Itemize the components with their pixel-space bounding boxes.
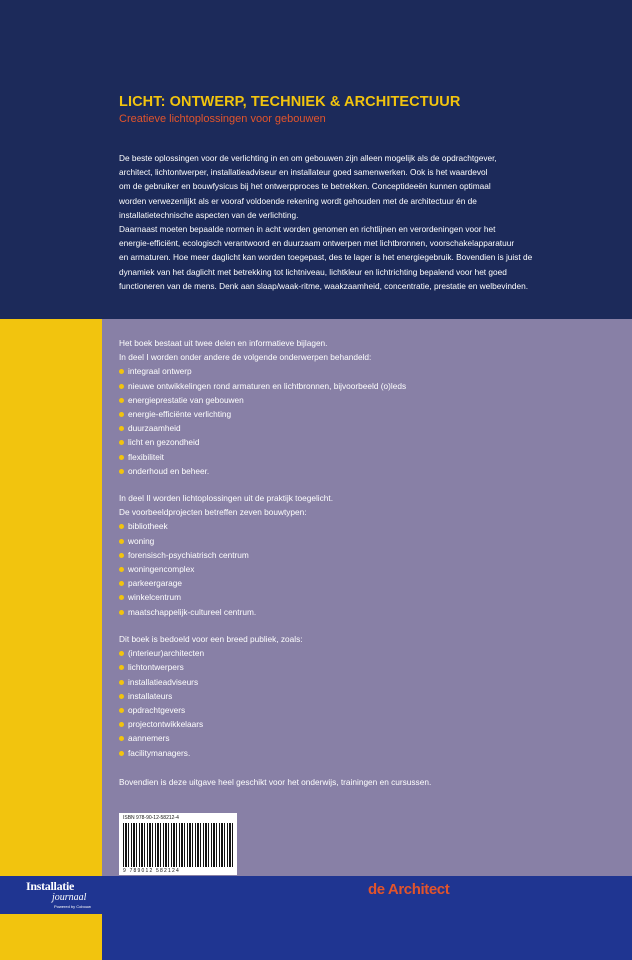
list-item [119, 590, 619, 604]
intro-line: worden verwezenlijkt als er vooraf voldoende rekening wordt gehouden met de architectuur én de [119, 195, 477, 206]
installatie-journaal-logo [26, 876, 102, 914]
list-item [119, 675, 619, 689]
list-item [119, 660, 619, 674]
bullet-dot [119, 651, 124, 656]
part2-line: De voorbeeldprojecten betreffen zeven bouwtypen: [119, 507, 307, 518]
list-item [119, 379, 619, 393]
list-item [119, 562, 619, 576]
bullet-dot [119, 595, 124, 600]
barcode-bars [123, 823, 233, 867]
bullet-dot [119, 440, 124, 445]
bullet-dot [119, 751, 124, 756]
list-item-text: integraal ontwerp [128, 366, 192, 377]
list-item-text: forensisch-psychiatrisch centrum [128, 549, 249, 560]
list-item-text: energie-efficiënte verlichting [128, 409, 232, 420]
list-item [119, 731, 619, 745]
part1-line: In deel I worden onder andere de volgende onderwerpen behandeld: [119, 352, 372, 363]
list-item-text: aannemers [128, 733, 170, 744]
list-item-text: licht en gezondheid [128, 437, 200, 448]
list-item-text: installateurs [128, 690, 173, 701]
closing-line: Bovendien is deze uitgave heel geschikt voor het onderwijs, trainingen en cursussen. [119, 777, 432, 787]
intro-line: De beste oplossingen voor de verlichting in en om gebouwen zijn alleen mogelijk als de opdrachtgever, [119, 153, 497, 163]
bullet-dot [119, 426, 124, 431]
bullet-dot [119, 398, 124, 403]
list-item [119, 703, 619, 717]
list-item [119, 407, 619, 421]
audience-section [119, 632, 619, 760]
bullet-dot [119, 708, 124, 713]
bullet-dot [119, 694, 124, 699]
list-item-text: onderhoud en beheer. [128, 465, 210, 476]
list-item-text: duurzaamheid [128, 423, 181, 434]
bullet-dot [119, 610, 124, 615]
bullet-dot [119, 736, 124, 741]
list-item-text: bibliotheek [128, 521, 168, 532]
bullet-dot [119, 722, 124, 727]
bullet-dot [119, 665, 124, 670]
list-item [119, 450, 619, 464]
list-item [119, 576, 619, 590]
list-item-text: (interieur)architecten [128, 648, 205, 659]
logo-line-1: Installatie [26, 879, 75, 893]
bullet-dot [119, 524, 124, 529]
isbn-text: ISBN 978-90-12-58212-4 [123, 815, 179, 821]
list-item-text: woningencomplex [128, 564, 195, 575]
list-item [119, 435, 619, 449]
list-item-text: parkeergarage [128, 578, 182, 589]
part2-section [119, 491, 619, 619]
intro-line: architect, lichtontwerper, installatieadviseur en installateur goed samenwerken. Ook is het waardevol [119, 167, 488, 178]
list-item [119, 364, 619, 378]
list-item-text: opdrachtgevers [128, 705, 186, 716]
part1-list [119, 364, 619, 478]
bullet-dot [119, 469, 124, 474]
list-item [119, 548, 619, 562]
list-item-text: energieprestatie van gebouwen [128, 394, 244, 405]
part2-line: In deel II worden lichtoplossingen uit de praktijk toegelicht. [119, 493, 334, 503]
de-architect-logo: de Architect [368, 881, 450, 898]
bullet-dot [119, 455, 124, 460]
intro-line: dynamiek van het daglicht met betrekking tot lichtniveau, lichtkleur en lichtrichting bepalend voor het goed [119, 266, 507, 277]
closing-section [119, 775, 619, 789]
bullet-dot [119, 369, 124, 374]
bullet-dot [119, 680, 124, 685]
isbn-barcode [119, 813, 237, 875]
list-item-text: woning [128, 535, 155, 546]
part2-list [119, 519, 619, 618]
list-item-text: lichtontwerpers [128, 662, 184, 673]
audience-list [119, 646, 619, 760]
book-subtitle: Creatieve lichtoplossingen voor gebouwen [119, 113, 326, 125]
bullet-dot [119, 539, 124, 544]
intro-line: Daarnaast moeten bepaalde normen in acht worden genomen en richtlijnen en verordeningen voor het [119, 224, 496, 235]
book-title: LICHT: ONTWERP, TECHNIEK & ARCHITECTUUR [119, 94, 461, 110]
list-item [119, 689, 619, 703]
intro-line: energie-efficiënt, ecologisch verantwoord en duurzaam ontwerpen met lichtbronnen, voorschakelapparatuur [119, 238, 515, 249]
intro-line: functioneren van de mens. Denk aan slaap/waak-ritme, waakzaamheid, concentratie, prestatie en welbevinden. [119, 280, 529, 291]
list-item [119, 421, 619, 435]
list-item [119, 464, 619, 478]
barcode-digits: 9 789012 582124 [123, 868, 180, 874]
list-item-text: nieuwe ontwikkelingen rond armaturen en lichtbronnen, bijvoorbeeld (o)leds [128, 380, 407, 391]
audience-line: Dit boek is bedoeld voor een breed publiek, zoals: [119, 634, 303, 644]
list-item-text: flexibiliteit [128, 451, 164, 462]
intro-line: installatietechnische aspecten van de verlichting. [119, 209, 299, 220]
bullet-dot [119, 412, 124, 417]
logo-line-2: journaal [52, 892, 87, 903]
list-item-text: installatieadviseurs [128, 676, 199, 687]
list-item [119, 717, 619, 731]
logo-line-3: Powered by Cobouw [54, 904, 91, 909]
list-item [119, 534, 619, 548]
list-item-text: facilitymanagers. [128, 747, 191, 758]
part1-section [119, 336, 619, 478]
yellow-side-stripe [0, 319, 102, 960]
part1-line: Het boek bestaat uit twee delen en informatieve bijlagen. [119, 338, 328, 348]
list-item [119, 393, 619, 407]
bottom-blue-bar [102, 876, 632, 960]
intro-text [119, 151, 614, 293]
list-item [119, 646, 619, 660]
list-item [119, 605, 619, 619]
list-item-text: maatschappelijk-cultureel centrum. [128, 606, 257, 617]
bullet-dot [119, 581, 124, 586]
intro-line: om de gebruiker en bouwfysicus bij het ontwerpproces te betrekken. Conceptideeën kunnen optimaal [119, 181, 491, 192]
list-item-text: projectontwikkelaars [128, 719, 204, 730]
intro-line: en armaturen. Hoe meer daglicht kan worden toegepast, des te lager is het energiegebruik. Bovendien is juist de [119, 252, 533, 263]
bullet-dot [119, 553, 124, 558]
list-item [119, 519, 619, 533]
bullet-dot [119, 384, 124, 389]
list-item-text: winkelcentrum [128, 592, 182, 603]
bullet-dot [119, 567, 124, 572]
list-item [119, 746, 619, 760]
